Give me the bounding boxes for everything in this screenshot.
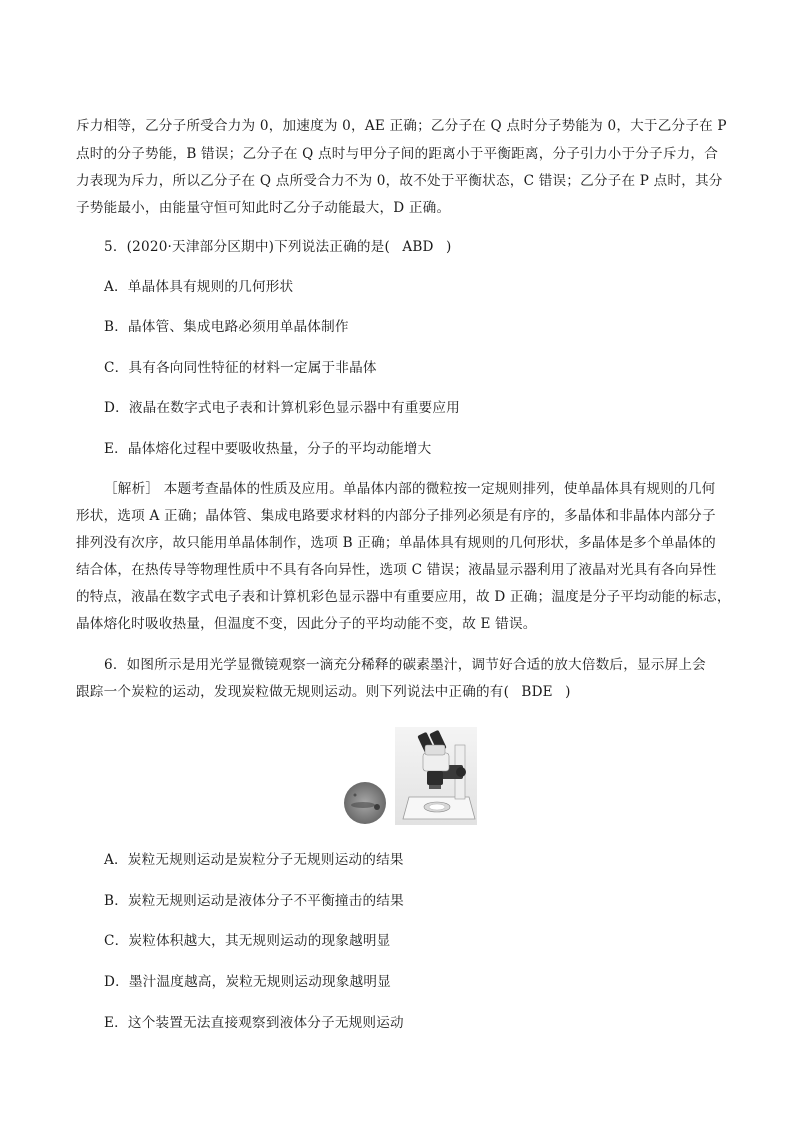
option-b: B．晶体管、集成电路必须用单晶体制作 bbox=[104, 319, 349, 335]
analysis-line: 的特点，液晶在数字式电子表和计算机彩色显示器中有重要应用，故 D 正确；温度是分子平均动能的标志， bbox=[76, 589, 731, 605]
analysis-line: 晶体熔化时吸收热量，但温度不变，因此分子的平均动能不变，故 E 错误。 bbox=[76, 616, 537, 632]
carbon-particle bbox=[374, 804, 380, 810]
analysis-line: ［解析］ 本题考查晶体的性质及应用。单晶体内部的微粒按一定规则排列，使单晶体具有规则的几何 bbox=[104, 481, 716, 497]
question-5-stem bbox=[104, 238, 452, 256]
answer-text: BDE bbox=[521, 684, 553, 700]
question-stem-text: 跟踪一个炭粒的运动，发现炭粒做无规则运动。则下列说法中正确的有( bbox=[76, 684, 510, 700]
microscope-body bbox=[423, 753, 449, 771]
option-a: A．单晶体具有规则的几何形状 bbox=[104, 279, 294, 295]
question-6-stem-line1: 6．如图所示是用光学显微镜观察一滴充分稀释的碳素墨汁，调节好合适的放大倍数后，显示屏上会 bbox=[104, 657, 706, 673]
option-e: E．晶体熔化过程中要吸收热量，分子的平均动能增大 bbox=[104, 441, 432, 457]
explanation-line: 力表现为斥力，所以乙分子在 Q 点所受合力不为 0，故不处于平衡状态，C 错误；乙分子在 P 点时，其分 bbox=[76, 173, 723, 189]
explanation-line: 子势能最小，由能量守恒可知此时乙分子动能最大，D 正确。 bbox=[76, 200, 451, 216]
analysis-line: 结合体，在热传导等物理性质中不具有各向异性，选项 C 错误；液晶显示器利用了液晶对光具有各向异性 bbox=[76, 562, 717, 578]
option-a: A．炭粒无规则运动是炭粒分子无规则运动的结果 bbox=[104, 852, 404, 868]
explanation-line: 斥力相等，乙分子所受合力为 0，加速度为 0，AE 正确；乙分子在 Q 点时分子势能为 0，大于乙分子在 P bbox=[76, 118, 727, 134]
option-d: D．液晶在数字式电子表和计算机彩色显示器中有重要应用 bbox=[104, 400, 460, 416]
analysis-line: 排列没有次序，故只能用单晶体制作，选项 B 正确；单晶体具有规则的几何形状，多晶体是多个单晶体的 bbox=[76, 535, 716, 551]
question-6-stem-line2 bbox=[76, 683, 571, 701]
paren-close: ) bbox=[565, 684, 571, 700]
option-d: D．墨汁温度越高，炭粒无规则运动现象越明显 bbox=[104, 974, 391, 990]
option-c: C．具有各向同性特征的材料一定属于非晶体 bbox=[104, 360, 377, 376]
option-c: C．炭粒体积越大，其无规则运动的现象越明显 bbox=[104, 933, 391, 949]
answer-text: ABD bbox=[402, 239, 434, 255]
microscope-figure bbox=[343, 727, 477, 825]
question-stem-text: 5．(2020·天津部分区期中)下列说法正确的是( bbox=[104, 239, 390, 255]
explanation-line: 点时的分子势能，B 错误；乙分子在 Q 点时与甲分子间的距离小于平衡距离，分子引力小于分子斥力，合 bbox=[76, 146, 719, 162]
option-e: E．这个装置无法直接观察到液体分子无规则运动 bbox=[104, 1015, 404, 1031]
objective-lens bbox=[427, 771, 443, 785]
paren-close: ) bbox=[445, 239, 452, 255]
option-b: B．炭粒无规则运动是液体分子不平衡撞击的结果 bbox=[104, 893, 404, 909]
analysis-line: 形状，选项 A 正确；晶体管、集成电路要求材料的内部分子排列必须是有序的，多晶体和非晶体内部分子 bbox=[76, 508, 716, 524]
